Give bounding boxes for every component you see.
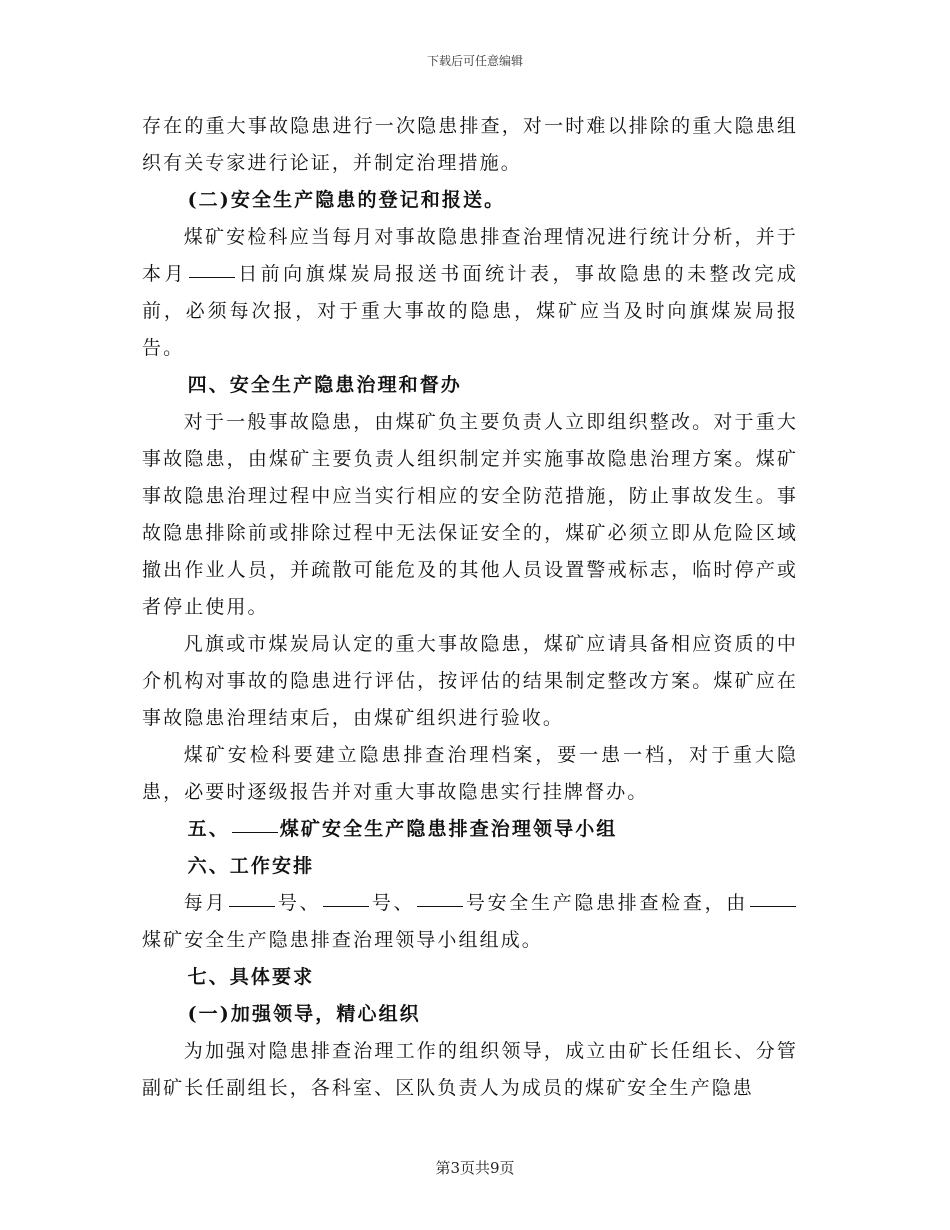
paragraph-archive: 煤矿安检科要建立隐患排查治理档案，要一患一档，对于重大隐患，必要时逐级报告并对重大事故隐患实行挂牌督办。 [142,744,798,803]
paragraph-continued: 存在的重大事故隐患进行一次隐患排查，对一时难以排除的重大隐患组织有关专家进行论证，并制定治理措施。 [142,115,798,174]
paragraph-reporting-part2: 日前向旗煤炭局报送书面统计表，事故隐患的未整改完成前，必须每次报，对于重大事故的隐患，煤矿应当及时向旗煤炭局报告。 [142,263,798,359]
schedule-part1: 每月 [183,892,228,914]
paragraph-schedule [142,885,798,959]
section-heading-2: (二)安全生产隐患的登记和报送。 [187,189,506,211]
page-header: 下载后可任意编辑 [426,54,523,68]
subsection-heading-1: (一)加强领导，精心组织 [187,1003,421,1025]
paragraph-reporting [142,219,798,367]
paragraph-major-hazard: 凡旗或市煤炭局认定的重大事故隐患，煤矿应请具备相应资质的中介机构对事故的隐患进行评估，按评估的结果制定整改方案。煤矿应在事故隐患治理结束后，由煤矿组织进行验收。 [142,633,798,729]
fill-blank [323,905,369,907]
fill-blank [417,905,463,907]
fill-blank [750,905,796,907]
page-number: 第3页共9页 [435,1159,515,1177]
fill-blank [229,905,275,907]
section-heading-4: 四、安全生产隐患治理和督办 [187,374,462,396]
schedule-part3: 号、 [371,892,416,914]
heading-5-number: 五、 [187,818,230,840]
paragraph-leadership: 为加强对隐患排查治理工作的组织领导，成立由矿长任组长、分管副矿长任副组长，各科室、区队负责人为成员的煤矿安全生产隐患 [142,1040,798,1099]
paragraph-general-hazard: 对于一般事故隐患，由煤矿负主要负责人立即组织整改。对于重大事故隐患，由煤矿主要负责人组织制定并实施事故隐患治理方案。煤矿事故隐患治理过程中应当实行相应的安全防范措施，防止事故发生。事故隐患排除前或排除过程中无法保证安全的，煤矿必须立即从危险区域撤出作业人员，并疏散可能危及的其他人员设置警戒标志，临时停产或者停止使用。 [142,411,798,618]
schedule-part4: 号安全生产隐患排查检查，由 [465,892,749,914]
document-body [142,108,798,1107]
section-heading-7: 七、具体要求 [187,966,315,988]
fill-blank [189,276,235,278]
schedule-part2: 号、 [277,892,322,914]
fill-blank [232,831,278,833]
heading-5-text: 煤矿安全生产隐患排查治理领导小组 [279,818,618,840]
section-heading-6: 六、工作安排 [187,855,315,877]
schedule-part5: 煤矿安全生产隐患排查治理领导小组组成。 [142,929,543,951]
paragraph-reporting-part1: 煤矿安检科应当每月对事故隐患排查治理情况进行统计分析，并于本月 [142,226,798,285]
section-heading-5 [142,811,798,848]
